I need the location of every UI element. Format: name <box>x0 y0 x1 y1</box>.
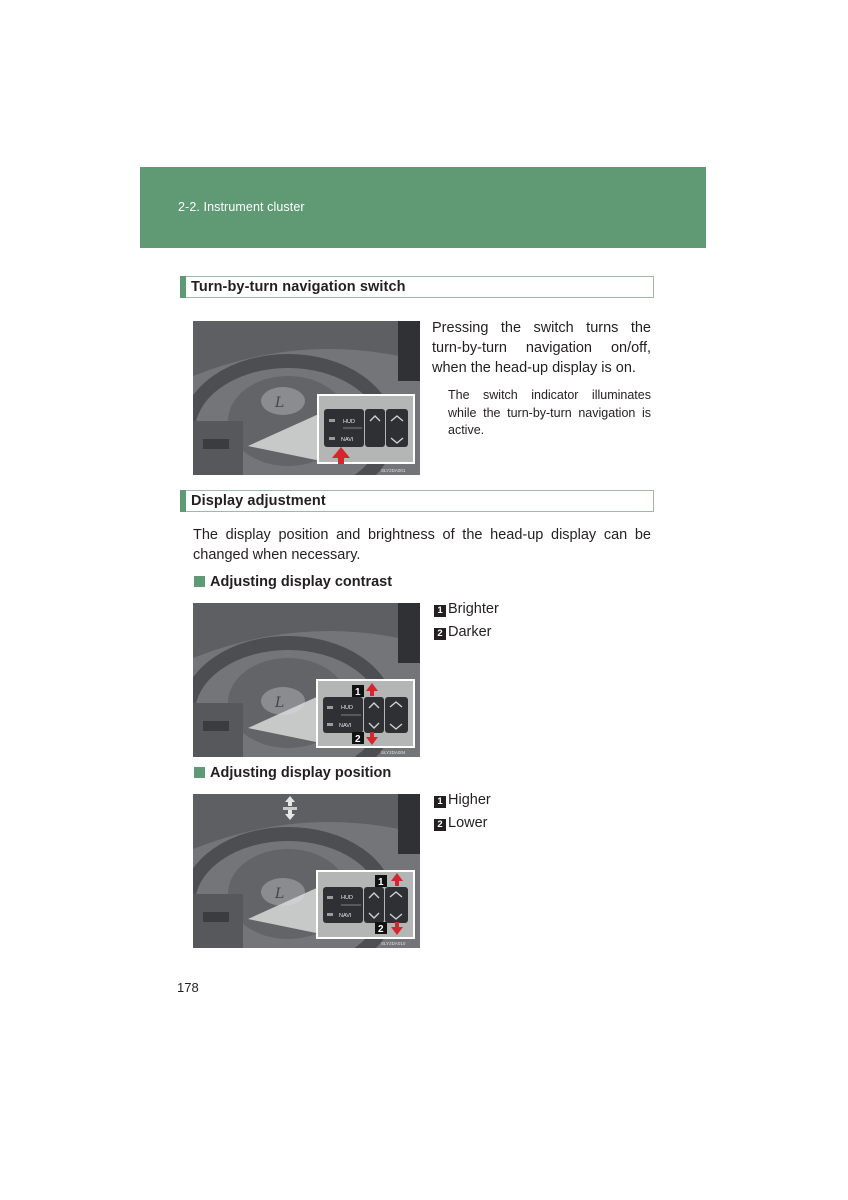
dashboard-illustration <box>193 321 420 475</box>
navigation-switch-photo <box>193 321 420 475</box>
contrast-subheading <box>194 574 392 590</box>
dashboard-illustration <box>193 794 420 948</box>
number-badge: 1 <box>434 796 446 808</box>
position-item-higher <box>434 791 491 809</box>
svg-text:HUD: HUD <box>341 705 353 711</box>
svg-text:NAVI: NAVI <box>341 437 354 443</box>
bullet-square <box>194 767 205 778</box>
svg-text:1: 1 <box>355 687 361 698</box>
display-adjustment-heading <box>180 490 654 512</box>
bullet-square <box>194 576 205 587</box>
display-adjustment-description: The display position and brightness of the head-up display can be changed when necessary. <box>193 527 651 563</box>
navigation-switch-heading <box>180 276 654 298</box>
contrast-item-brighter <box>434 600 499 618</box>
number-badge: 2 <box>434 819 446 831</box>
svg-text:2: 2 <box>355 734 361 745</box>
position-item-lower <box>434 814 488 832</box>
subheading-text: Adjusting display contrast <box>210 574 393 590</box>
item-label: Darker <box>448 624 492 640</box>
svg-text:L: L <box>275 395 285 411</box>
contrast-photo <box>193 603 420 757</box>
navigation-switch-description: Pressing the switch turns the turn-by-turn navigation on/off, when the head-up display is on. <box>432 320 651 376</box>
svg-text:SLY2DA010: SLY2DA010 <box>381 941 406 946</box>
heading-text: Turn-by-turn navigation switch <box>191 279 406 295</box>
svg-text:SLY2DA001: SLY2DA001 <box>381 468 406 473</box>
item-label: Brighter <box>448 601 499 617</box>
contrast-item-darker <box>434 623 492 641</box>
subheading-text: Adjusting display position <box>210 765 392 781</box>
svg-text:HUD: HUD <box>341 895 353 901</box>
chapter-header <box>140 167 706 248</box>
heading-text: Display adjustment <box>191 493 326 509</box>
item-label: Lower <box>448 815 488 831</box>
dashboard-illustration <box>193 603 420 757</box>
page-number: 178 <box>177 980 199 995</box>
position-photo <box>193 794 420 948</box>
svg-text:2: 2 <box>378 924 384 935</box>
number-badge: 1 <box>434 605 446 617</box>
heading-accent <box>180 276 186 298</box>
item-label: Higher <box>448 792 491 808</box>
svg-text:L: L <box>275 886 285 902</box>
section-title: 2-2. Instrument cluster <box>178 200 305 214</box>
svg-text:NAVI: NAVI <box>339 913 352 919</box>
svg-text:NAVI: NAVI <box>339 723 352 729</box>
navigation-switch-note: The switch indicator illuminates while the turn-by-turn navigation is active. <box>448 388 651 437</box>
svg-text:1: 1 <box>378 877 384 888</box>
number-badge: 2 <box>434 628 446 640</box>
svg-text:L: L <box>275 695 285 711</box>
svg-text:HUD: HUD <box>343 419 355 425</box>
heading-accent <box>180 490 186 512</box>
position-subheading <box>194 765 391 781</box>
svg-text:SLY2DA004: SLY2DA004 <box>381 750 406 755</box>
